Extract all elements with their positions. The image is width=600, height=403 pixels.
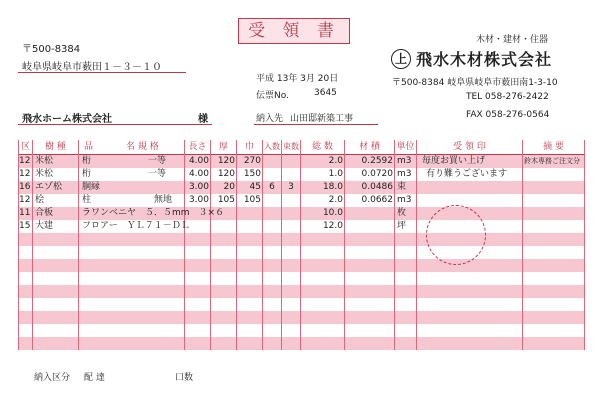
table-cell-item: 桁 [82,156,92,166]
table-cell-volume: 0.0720 [361,169,393,179]
customer-name: 飛水ホーム株式会社 [22,114,112,125]
col-header-spec: 名 規 格 [126,142,159,152]
company-logo-icon: 上 [391,49,411,69]
table-cell-length: 3.00 [188,195,209,205]
receipt-stamp-circle [426,205,486,265]
table-cell-volume: 0.0662 [361,195,393,205]
table-cell-unit: 枚 [397,208,407,218]
table-cell-species: 米松 [35,169,54,179]
table-cell-length: 3.00 [188,182,209,192]
col-header-thick: 厚 [218,142,228,152]
customer-underline [18,124,212,125]
table-cell-item: ラワンベニヤ ５．５mm ３×６ [82,208,225,218]
table-cell-ku: 16 [19,182,31,192]
address-underline [18,72,186,73]
table-cell-total: 18.0 [322,182,343,192]
table-cell-spec: 無地 [154,195,173,205]
delivery-category: 配 達 [84,373,105,383]
table-cell-ku: 12 [19,169,31,179]
col-header-item: 品 [84,142,94,152]
table-cell-bundles: 3 [288,182,294,192]
table-cell-total: 1.0 [328,169,343,179]
table-cell-ku: 15 [19,221,31,231]
customer-address: 岐阜県岐阜市薮田１－３－１０ [22,62,162,73]
document-title: 受 領 書 [238,18,350,44]
table-cell-total: 2.0 [328,156,343,166]
table-cell-unit: m3 [397,195,412,205]
table-cell-total: 12.0 [322,221,343,231]
table-cell-ku: 12 [19,195,31,205]
slip-no-label: 伝票No. [256,91,289,101]
delivery-underline [254,124,378,125]
col-header-ku: 区 [20,142,30,152]
table-cell-item: フロアー ＹＬ７１－ＤＬ [82,221,190,231]
col-header-length: 長さ [188,142,207,152]
col-header-species: 樹 種 [45,142,66,152]
col-header-width: 巾 [244,142,254,152]
receipt-message-line2: 有り難うございます [426,169,508,179]
company-tagline: 木材・建材・住器 [476,35,549,45]
table-cell-unit: m3 [397,156,412,166]
table-cell-ku: 12 [19,156,31,166]
table-cell-spec: 一等 [148,169,167,179]
table-cell-item: 桁 [82,169,92,179]
table-cell-thick: 20 [223,182,235,192]
col-header-receipt: 受 領 印 [453,142,486,152]
table-cell-ku: 11 [19,208,31,218]
items-table [18,140,584,350]
col-header-remarks: 摘 要 [543,142,564,152]
delivery-to: 山田邸新築工事 [290,114,354,124]
col-header-volume: 材 積 [359,142,380,152]
table-cell-width: 45 [249,182,261,192]
table-cell-total: 10.0 [322,208,343,218]
table-cell-length: 4.00 [188,169,209,179]
table-cell-pcs: 6 [269,182,275,192]
table-cell-item: 柱 [82,195,92,205]
table-cell-unit: 束 [397,182,407,192]
table-cell-width: 270 [243,156,261,166]
table-cell-unit: m3 [397,169,412,179]
company-address: 〒500-8384 岐阜県岐阜市薮田南1-3-10 [392,78,558,88]
col-header-total: 総 数 [312,142,333,152]
col-header-unit: 単位 [396,142,415,152]
issue-date: 平成 13年 3月 20日 [256,74,339,84]
table-cell-volume: 0.2592 [361,156,393,166]
col-header-bundles: 束数 [283,142,299,151]
table-cell-volume: 0.0486 [361,182,393,192]
table-cell-species: 合板 [35,208,54,218]
company-name: 飛水木材株式会社 [416,50,553,69]
table-cell-thick: 120 [217,156,235,166]
table-cell-species: エゾ松 [35,182,63,192]
table-cell-width: 150 [243,169,261,179]
package-count-label: 口数 [175,373,194,383]
table-cell-length: 4.00 [188,156,209,166]
table-cell-species: 米松 [35,156,54,166]
slip-no: 3645 [314,88,337,98]
table-cell-width: 105 [243,195,261,205]
table-cell-item: 胴縁 [82,182,101,192]
col-header-pcs: 入数 [264,142,280,151]
customer-suffix: 様 [198,114,208,125]
customer-postal: 〒500-8384 [22,44,81,55]
delivery-label: 納入先 [256,114,284,124]
table-cell-species: 桧 [35,195,45,205]
table-cell-unit: 坪 [397,221,407,231]
delivery-category-label: 納入区分 [34,373,71,383]
table-cell-thick: 120 [217,169,235,179]
company-fax: FAX 058-276-0564 [466,110,550,120]
remarks-text: 鈴木専務ご注文分 [524,157,580,165]
table-cell-total: 2.0 [328,195,343,205]
receipt-message-line1: 毎度お買い上げ [422,156,486,166]
table-cell-thick: 105 [217,195,235,205]
table-cell-species: 大建 [35,221,54,231]
company-tel: TEL 058-276-2422 [466,92,549,102]
table-cell-spec: 一等 [148,156,167,166]
